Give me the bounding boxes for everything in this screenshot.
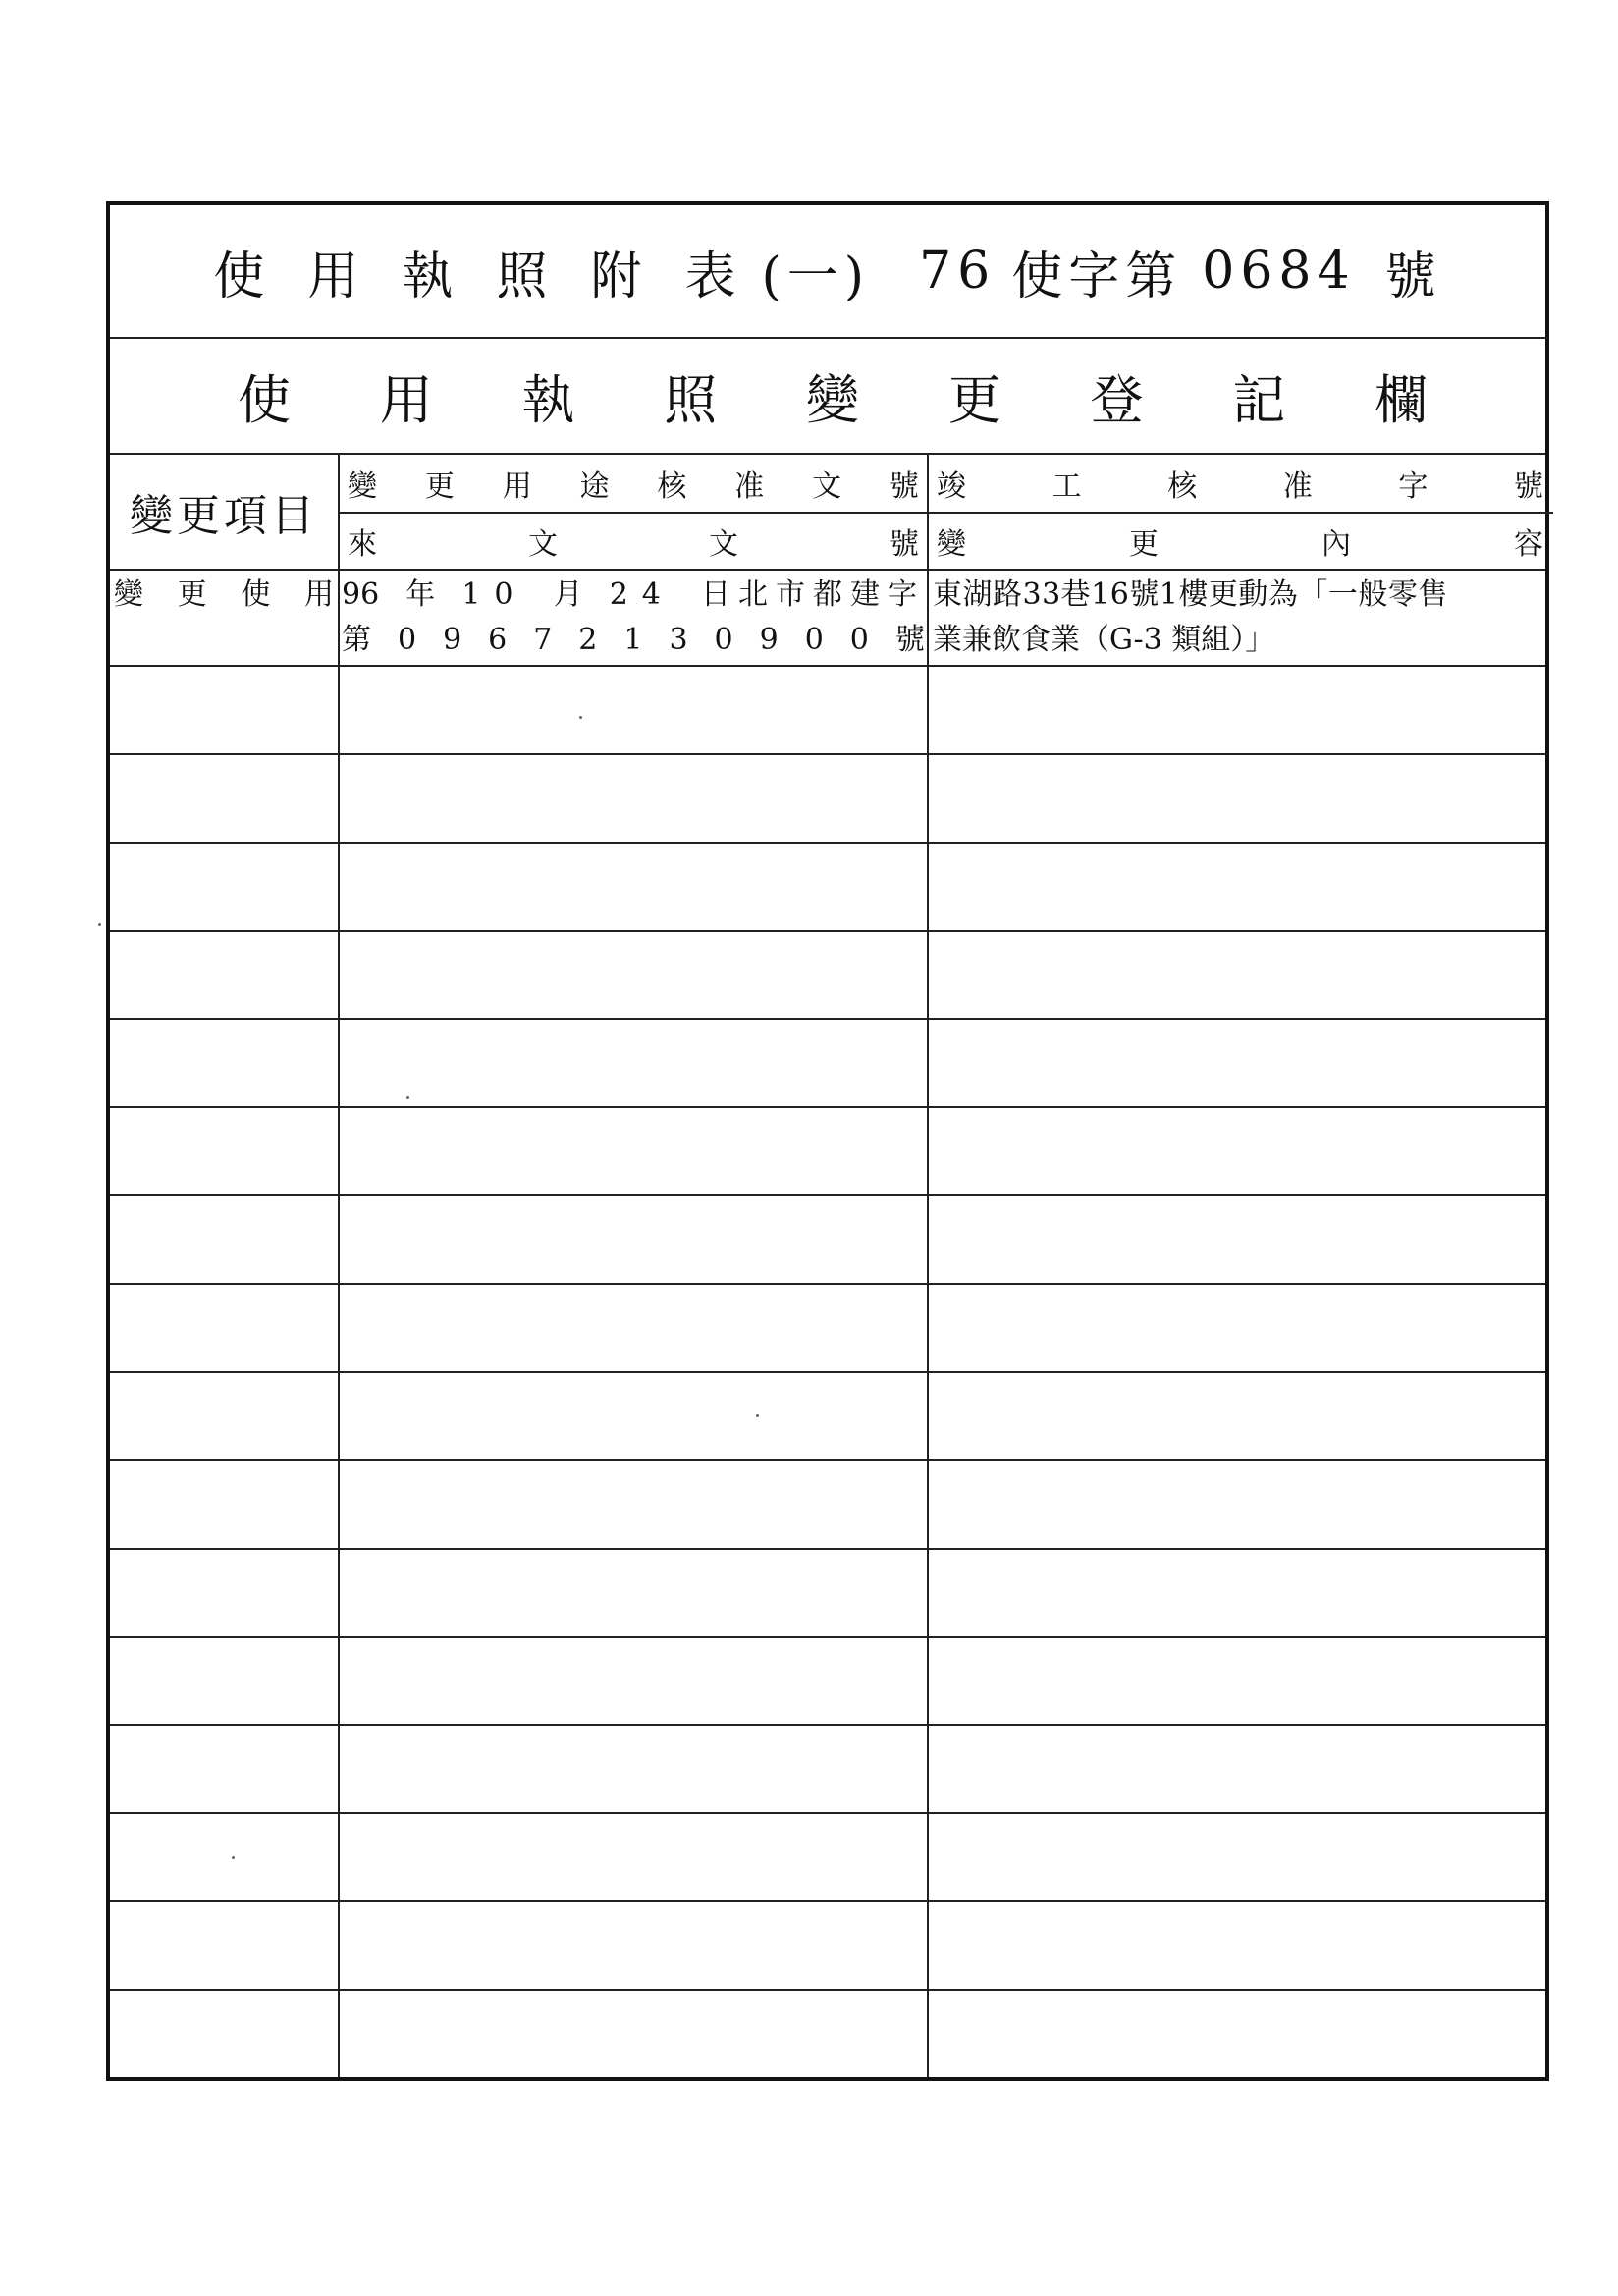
- row-doc-line2: [342, 618, 925, 663]
- row-divider: [110, 753, 1545, 755]
- doc-token: 6: [488, 623, 508, 657]
- title-char: 照: [496, 246, 554, 306]
- row-doc-line1: [342, 573, 925, 618]
- column-divider: [338, 455, 340, 2077]
- column-divider: [927, 455, 929, 2077]
- registration-form: [106, 201, 1549, 2081]
- doc-token: 年: [405, 577, 436, 612]
- item-char: 使: [241, 577, 271, 612]
- header-char: 變: [348, 469, 377, 504]
- title-char: 使字第: [1011, 246, 1183, 306]
- row-divider: [110, 1283, 1545, 1285]
- doc-token: 96: [342, 577, 380, 612]
- subtitle-char: 記: [1232, 368, 1286, 431]
- row-divider: [110, 1812, 1545, 1814]
- item-char: 變: [114, 577, 143, 612]
- doc-token: 月: [553, 577, 583, 612]
- header-char: 途: [579, 469, 610, 504]
- subtitle-char: 用: [379, 368, 433, 431]
- doc-token: 0: [397, 623, 417, 657]
- doc-token: 第: [342, 623, 371, 657]
- form-title: [110, 205, 1545, 339]
- doc-token: 0: [804, 623, 824, 657]
- header-char: 文: [812, 469, 842, 504]
- header-char: 更: [1129, 527, 1159, 562]
- header-char: 字: [1398, 469, 1429, 504]
- doc-token: 3: [669, 623, 688, 657]
- title-char: 用: [307, 246, 365, 306]
- row-divider: [110, 1724, 1545, 1726]
- scan-speck: [406, 1096, 409, 1099]
- header-char: 准: [1282, 469, 1313, 504]
- doc-token: 2: [578, 623, 598, 657]
- doc-token: 日北市都建字: [700, 577, 925, 612]
- change-table: [110, 455, 1545, 2077]
- doc-token: 號: [894, 623, 925, 657]
- row-divider: [110, 1548, 1545, 1550]
- header-char: 變: [937, 527, 966, 562]
- scan-speck: [579, 716, 582, 719]
- header-char: 用: [502, 469, 532, 504]
- row-divider: [110, 1106, 1545, 1108]
- title-char: 表: [684, 246, 742, 306]
- doc-token: 7: [533, 623, 553, 657]
- title-char: 使: [213, 246, 271, 306]
- title-char: 76: [919, 242, 997, 301]
- doc-token: 9: [443, 623, 462, 657]
- header-char: 內: [1321, 527, 1351, 562]
- col-header-approval-doc: [342, 455, 925, 512]
- header-char: 文: [709, 527, 738, 562]
- header-char: 核: [657, 469, 687, 504]
- title-char: 附: [590, 246, 648, 306]
- subtitle-char: 照: [664, 368, 718, 431]
- row-divider: [110, 1989, 1545, 1991]
- header-char: 號: [889, 469, 919, 504]
- row-divider: [110, 1636, 1545, 1638]
- subtitle-char: 欄: [1375, 368, 1428, 431]
- header-char: 核: [1167, 469, 1198, 504]
- subtitle-char: 變: [806, 368, 859, 431]
- doc-token: 0: [714, 623, 733, 657]
- col-header-change-content: [931, 514, 1549, 569]
- header-char: 號: [890, 527, 919, 562]
- header-char: 號: [1513, 469, 1543, 504]
- doc-token: 0: [849, 623, 869, 657]
- title-char: 號: [1384, 246, 1442, 306]
- row-item-cell: [114, 573, 334, 618]
- header-char: 文: [528, 527, 558, 562]
- row-content-line1: 東湖路33巷16號1樓更動為「一般零售: [933, 577, 1448, 612]
- subtitle-char: 使: [238, 368, 291, 431]
- subtitle-char: 更: [947, 368, 1001, 431]
- scan-speck: [98, 923, 101, 926]
- row-divider: [110, 1900, 1545, 1902]
- row-divider: [110, 665, 1545, 667]
- doc-token: 1: [623, 623, 643, 657]
- col-header-incoming-doc: [342, 514, 925, 569]
- header-char: 容: [1514, 527, 1543, 562]
- row-content-line2: 業兼飲食業（G-3 類組）」: [933, 623, 1275, 657]
- row-divider: [110, 1371, 1545, 1373]
- row-divider: [110, 930, 1545, 932]
- row-divider: [110, 1194, 1545, 1196]
- item-char: 更: [177, 577, 207, 612]
- form-subtitle: [110, 339, 1545, 455]
- row-divider: [110, 1018, 1545, 1020]
- row-divider: [110, 1459, 1545, 1461]
- doc-token: 24: [609, 577, 674, 612]
- title-char: 執: [402, 246, 459, 306]
- header-char: 竣: [937, 469, 966, 504]
- col-header-completion-no: [931, 455, 1549, 512]
- scan-speck: [232, 1856, 235, 1859]
- header-char: 工: [1052, 469, 1082, 504]
- header-char: 來: [348, 527, 377, 562]
- header-char: 更: [424, 469, 455, 504]
- title-char: (一): [761, 246, 871, 306]
- title-char: 0684: [1202, 242, 1356, 301]
- header-char: 准: [734, 469, 765, 504]
- row-divider: [110, 842, 1545, 844]
- col-header-item: 變更項目: [130, 491, 318, 541]
- subtitle-char: 登: [1090, 368, 1144, 431]
- subtitle-char: 執: [521, 368, 575, 431]
- doc-token: 9: [759, 623, 779, 657]
- doc-token: 10: [461, 577, 527, 612]
- item-char: 用: [303, 577, 334, 612]
- row-divider: [110, 569, 1545, 571]
- scan-speck: [756, 1414, 759, 1417]
